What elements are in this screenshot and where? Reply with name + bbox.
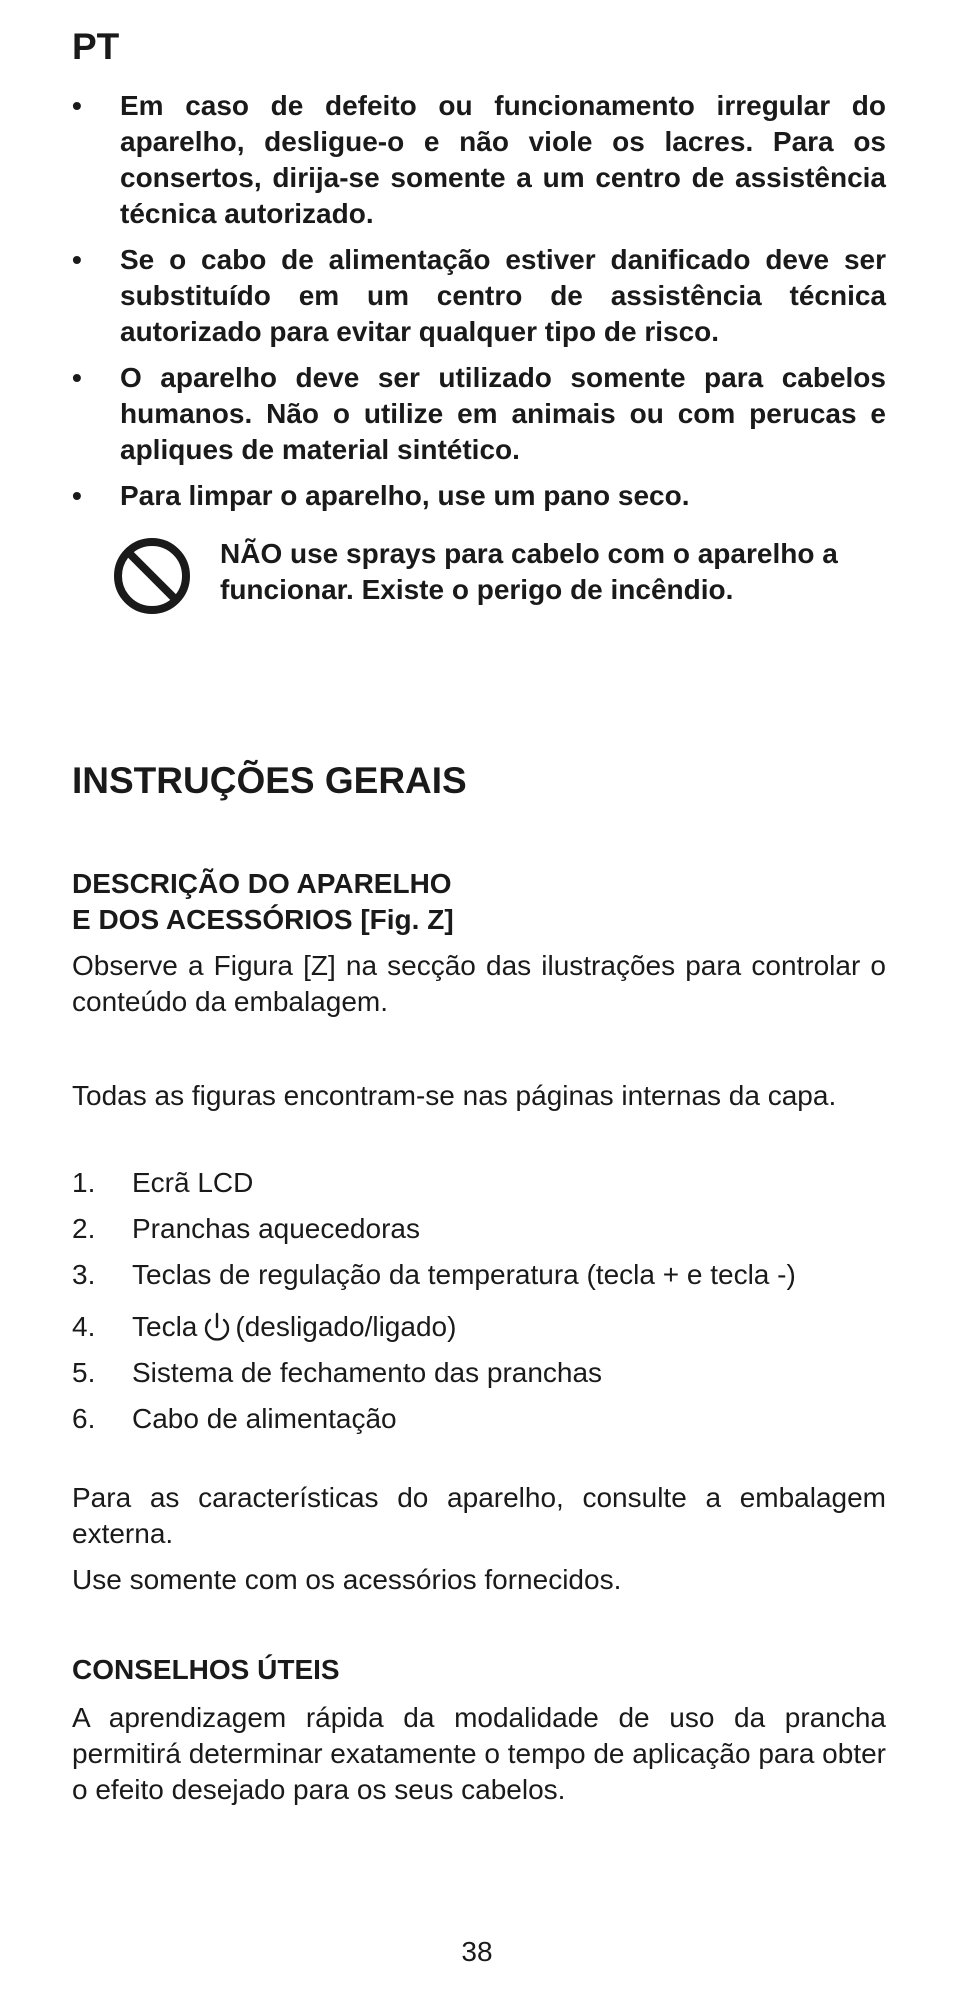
- item-label: Teclas de regulação da temperatura (tecla + e tecla -): [132, 1259, 796, 1290]
- description-text: Observe a Figura [Z] na secção das ilustrações para controlar o conteúdo da embalagem.: [72, 950, 886, 1017]
- no-spray-text: NÃO use sprays para cabelo com o aparelho a funcionar. Existe o perigo de incêndio.: [220, 538, 838, 605]
- description-title: [72, 866, 454, 938]
- bullet: •: [72, 362, 82, 393]
- warning-item: [72, 88, 886, 232]
- item-number: 5.: [72, 1357, 96, 1388]
- item-label-after: (desligado/ligado): [235, 1311, 457, 1342]
- power-icon: [201, 1311, 233, 1345]
- tips-text: A aprendizagem rápida da modalidade de uso da prancha permitirá determinar exatamente o tempo de aplicação para obter o efeito desejado para os seus cabelos.: [72, 1702, 886, 1805]
- list-item: [72, 1293, 886, 1345]
- item-number: 2.: [72, 1213, 96, 1244]
- list-item: [72, 1247, 886, 1293]
- figures-text: Todas as figuras encontram-se nas páginas internas da capa.: [72, 1080, 837, 1111]
- item-label-before: Tecla: [132, 1311, 198, 1342]
- bullet: •: [72, 244, 82, 275]
- no-spray-warning: [112, 536, 886, 616]
- item-label: Pranchas aquecedoras: [132, 1213, 420, 1244]
- list-item: [72, 1391, 886, 1437]
- warning-text: Se o cabo de alimentação estiver danificado deve ser substituído em um centro de assistência técnica autorizado para evitar qualquer tipo de risco.: [120, 244, 886, 347]
- warnings-list: [72, 88, 886, 524]
- item-number: 3.: [72, 1259, 96, 1290]
- list-item: [72, 1155, 886, 1201]
- tips-title: CONSELHOS ÚTEIS: [72, 1654, 340, 1685]
- characteristics-text: Para as características do aparelho, consulte a embalagem externa.: [72, 1482, 886, 1549]
- list-item: [72, 1201, 886, 1247]
- warning-item: [72, 360, 886, 468]
- bullet: •: [72, 480, 82, 511]
- item-number: 1.: [72, 1167, 96, 1198]
- section-title: INSTRUÇÕES GERAIS: [72, 760, 467, 801]
- warning-item: [72, 478, 886, 514]
- item-label: Sistema de fechamento das pranchas: [132, 1357, 603, 1388]
- warning-item: [72, 242, 886, 350]
- item-label: Cabo de alimentação: [132, 1403, 397, 1434]
- list-item: [72, 1345, 886, 1391]
- warning-text: Para limpar o aparelho, use um pano seco.: [120, 480, 690, 511]
- component-list: [72, 1155, 886, 1437]
- language-code: PT: [72, 26, 120, 67]
- item-number: 4.: [72, 1311, 96, 1342]
- description-title-line1: DESCRIÇÃO DO APARELHO: [72, 868, 452, 899]
- item-label: Ecrã LCD: [132, 1167, 254, 1198]
- bullet: •: [72, 90, 82, 121]
- warning-text: Em caso de defeito ou funcionamento irregular do aparelho, desligue-o e não viole os lacres. Para os consertos, dirija-se somente a um centro de assistência técnica autorizado.: [120, 90, 886, 229]
- page-number: 38: [461, 1936, 493, 1967]
- warning-text: O aparelho deve ser utilizado somente para cabelos humanos. Não o utilize em animais ou com perucas e apliques de material sintético.: [120, 362, 886, 465]
- prohibition-icon: [112, 536, 192, 616]
- accessories-text: Use somente com os acessórios fornecidos.: [72, 1564, 622, 1595]
- item-number: 6.: [72, 1403, 96, 1434]
- description-title-line2: E DOS ACESSÓRIOS [Fig. Z]: [72, 904, 454, 935]
